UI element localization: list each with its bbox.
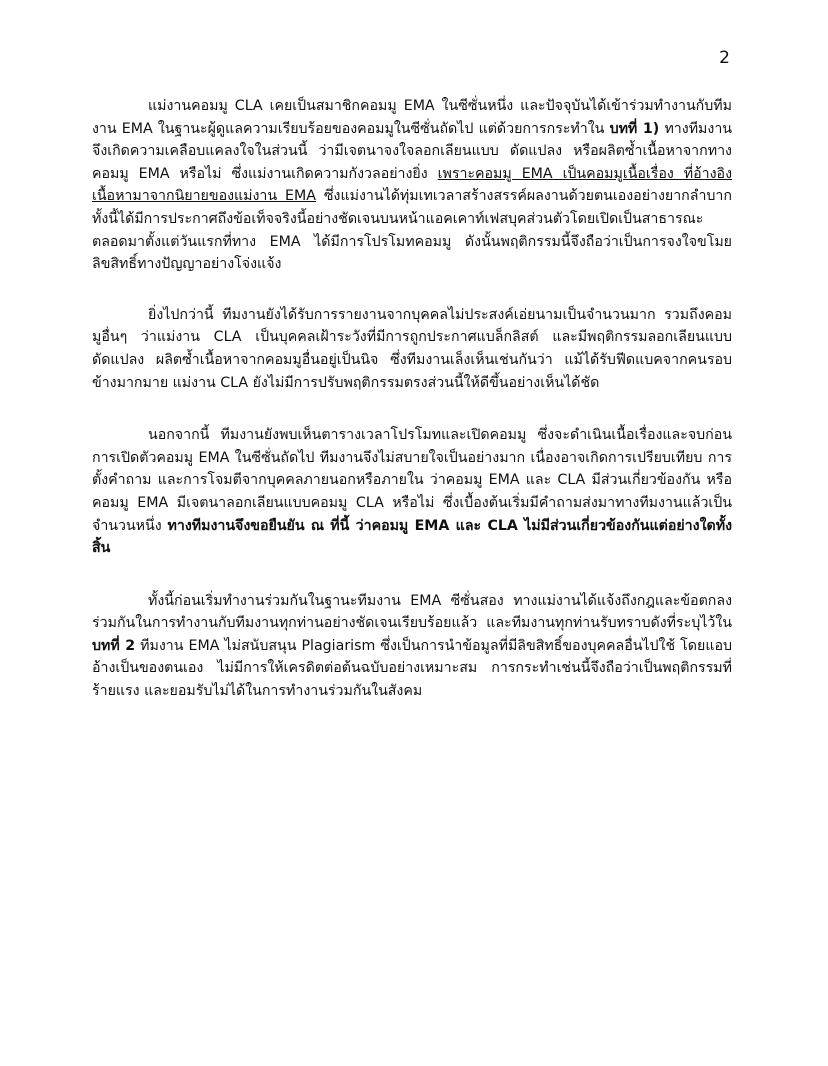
paragraph-2-text: ยิ่งไปกว่านี้ ทีมงานยังได้รับการรายงานจากบุคคลไม่ประสงค์เอ่ยนามเป็นจำนวนมาก รวมถึงคอมมูอื่นๆ ว่าแม่งาน CLA เป็นบุคคลเฝ้าระวังที่มีการถูกประกาศแบล็กลิสต์ และมีพฤติกรรมลอกเลียนแบบ ดัดแปลง ผลิตซ้ำเนื้อหาจากคอมมูอื่นอยู่เป็นนิจ ซึ่งทีมงานเล็งเห็นเช่นกันว่า แม้ได้รับฟีดแบคจากคนรอบข้างมากมาย แม่งาน CLA ยังไม่มีการปรับพฤติกรรมตรงส่วนนี้ให้ดีขึ้นอย่างเห็นได้ชัด [92, 306, 732, 391]
paragraph-1-text: แม่งานคอมมู CLA เคยเป็นสมาชิกคอมมู EMA ในซีซั่นหนึ่ง และปัจจุบันได้เข้าร่วมทำงานกับทีมงาน EMA ในฐานะผู้ดูแลความเรียบร้อยของคอมมูในซีซั่นถัดไป แต่ด้วยการกระทำใน [92, 98, 732, 137]
page-number: 2 [719, 48, 730, 68]
paragraph-1-text: ซึ่งแม่งานได้ทุ่มเทเวลาสร้างสรรค์ผลงานด้วยตนเองอย่างยากลำบาก ทั้งนี้ได้มีการประกาศถึงข้อเท็จจริงนี้อย่างชัดเจนบนหน้าแอคเคาท์เฟสบุคส่วนตัวโดยเปิดเป็นสาธารณะตลอดมาตั้งแต่วันแรกที่ทาง EMA ได้มีการโปรโมทคอมมู ดังนั้นพฤติกรรมนี้จึงถือว่าเป็นการจงใจขโมยลิขสิทธิ์ทางปัญญาอย่างโจ่งแจ้ง [92, 188, 732, 273]
paragraph-2 [92, 304, 732, 394]
paragraph-4-text: ทั้งนี้ก่อนเริ่มทำงานร่วมกันในฐานะทีมงาน EMA ซีซั่นสอง ทางแม่งานได้แจ้งถึงกฎและข้อตกลงร่วมกันในการทำงานกับทีมงานทุกท่านอย่างชัดเจนเรียบร้อยแล้ว และทีมงานทุกท่านรับทราบดังที่ระบุไว้ใน [92, 592, 732, 632]
paragraph-4-text: ทีมงาน EMA ไม่สนับสนุน Plagiarism ซึ่งเป็นการนำข้อมูลที่มีลิขสิทธิ์ของบุคคลอื่นไปใช้ โดยแอบอ้างเป็นของตนเอง ไม่มีการให้เครดิตต่อต้นฉบับอย่างเหมาะสม การกระทำเช่นนี้จึงถือว่าเป็นพฤติกรรมที่ร้ายแรง และยอมรับไม่ได้ในการทำงานร่วมกันในสังคม [92, 637, 732, 700]
bold-confirmation-statement: ทางทีมงานจึงขอยืนยัน ณ ที่นี้ ว่าคอมมู EMA และ CLA ไม่มีส่วนเกี่ยวข้องกันแต่อย่างใดทั้งสิ้น [92, 517, 732, 557]
paragraph-3-text: นอกจากนี้ ทีมงานยังพบเห็นตารางเวลาโปรโมทและเปิดคอมมู ซึ่งจะดำเนินเนื้อเรื่องและจบก่อนการเปิดตัวคอมมู EMA ในซีซั่นถัดไป ทีมงานจึงไม่สบายใจเป็นอย่างมาก เนื่องอาจเกิดการเปรียบเทียบ การตั้งคำถาม และการโจมตีจากบุคคลภายนอกหรือภายใน ว่าคอมมู EMA และ CLA มีส่วนเกี่ยวข้องกัน หรือคอมมู EMA มีเจตนาลอกเลียนแบบคอมมู CLA หรือไม่ ซึ่งเบื้องต้นเริ่มมีคำถามส่งมาทางทีมงานแล้วเป็นจำนวนหนึ่ง [92, 427, 732, 534]
document-body [92, 95, 732, 733]
paragraph-1-text: ทางทีมงานจึงเกิดความเคลือบแคลงใจในส่วนนี้ ว่ามีเจตนาจงใจลอกเลียนแบบ ดัดแปลง หรือผลิตซ้ำเนื้อหาจากทางคอมมู EMA หรือไม่ ซึ่งแม่งานเกิดความกังวลอย่างยิ่ง [92, 120, 732, 182]
paragraph-1 [92, 95, 732, 276]
paragraph-4 [92, 590, 732, 703]
underlined-statement: เพราะคอมมู EMA เป็นคอมมูเนื้อเรื่อง ที่อ้างอิงเนื้อหามาจากนิยายของแม่งาน EMA [92, 165, 732, 205]
chapter-1-reference: บทที่ 1) [609, 120, 660, 137]
paragraph-3 [92, 424, 732, 560]
chapter-2-reference: บทที่ 2 [92, 637, 136, 654]
